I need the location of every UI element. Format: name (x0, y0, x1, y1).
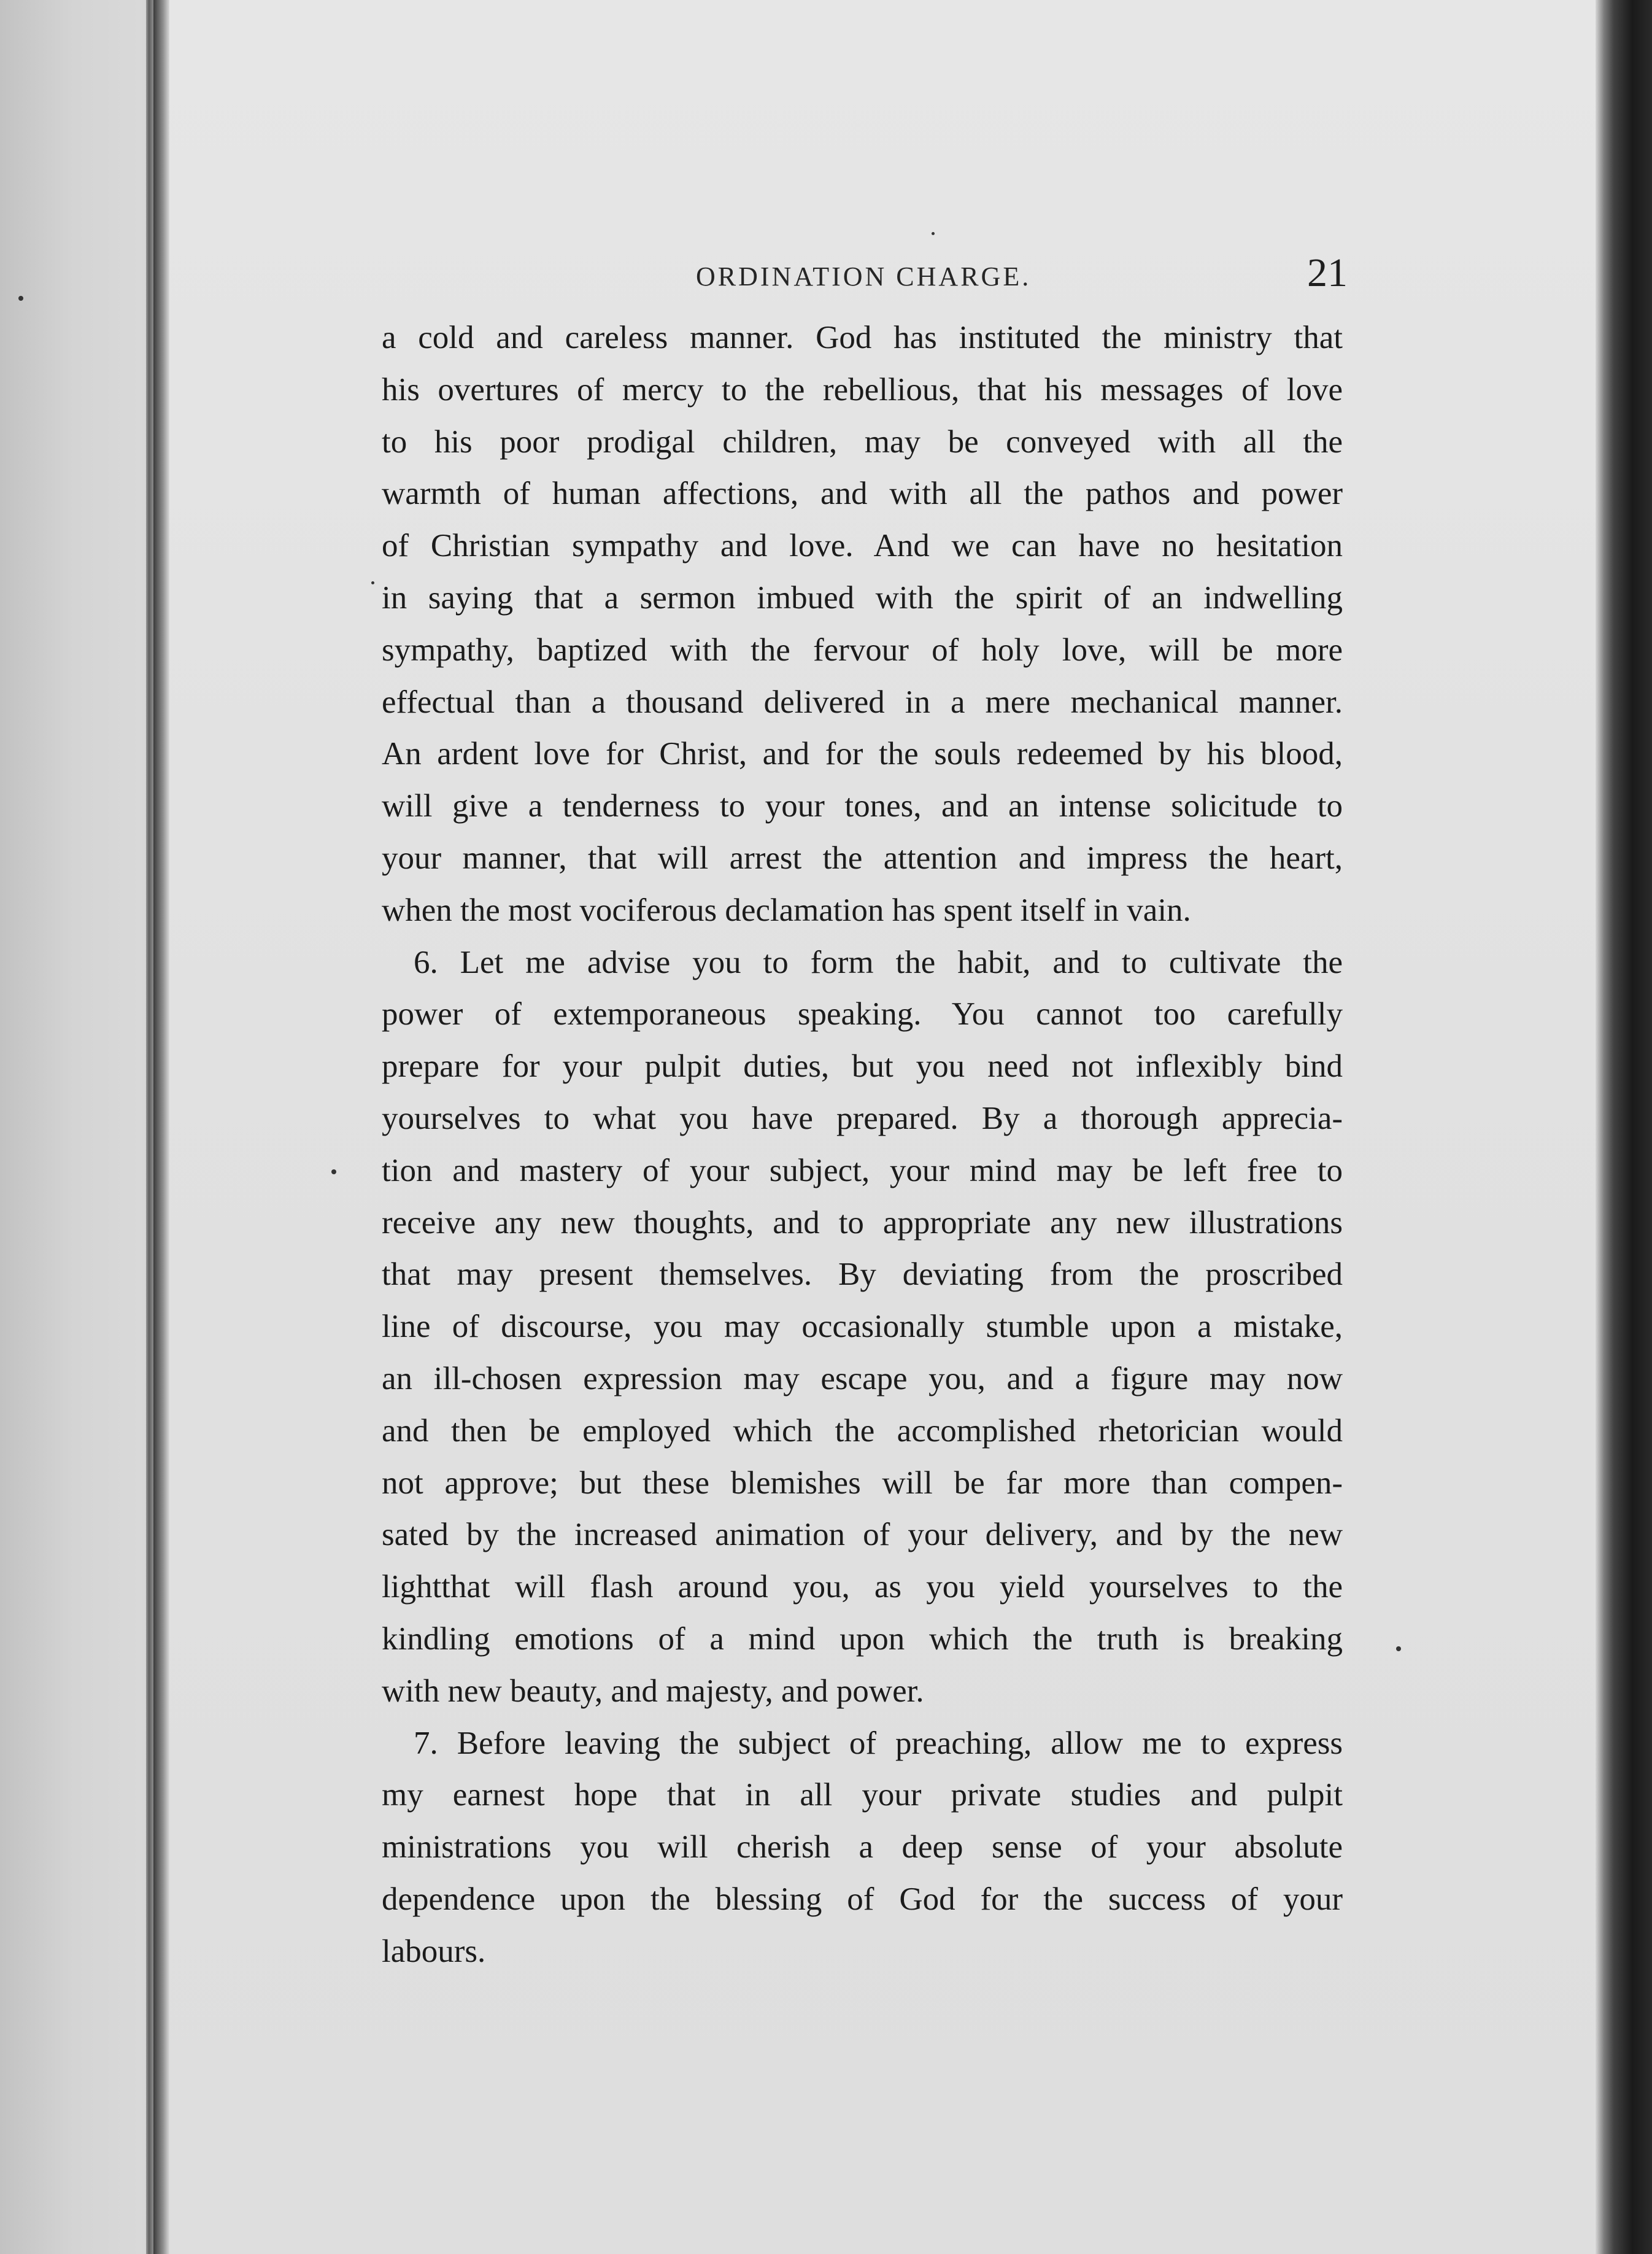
text-line: lightthat will flash around you, as you yield yourselves to the (382, 1569, 1343, 1605)
text-line: sated by the increased animation of your delivery, and by the new (382, 1517, 1343, 1553)
running-head: ORDINATION CHARGE. (696, 261, 1032, 292)
text-line: receive any new thoughts, and to appropriate any new illustrations (382, 1204, 1343, 1241)
text-line: and then be employed which the accomplished rhetorician would (382, 1412, 1343, 1449)
text-line: sympathy, baptized with the fervour of holy love, will be more (382, 632, 1343, 668)
text-line: in saying that a sermon imbued with the spirit of an indwelling (382, 579, 1343, 616)
text-line: labours. (382, 1933, 486, 1969)
text-line: line of discourse, you may occasionally stumble upon a mistake, (382, 1309, 1343, 1345)
text-line: power of extemporaneous speaking. You cannot too carefully (382, 996, 1343, 1032)
body-text (382, 312, 1343, 1978)
page-header (0, 249, 1652, 304)
page-edge-shadow (1596, 0, 1652, 2254)
text-line: to his poor prodigal children, may be conveyed with all the (382, 424, 1343, 460)
ink-speck (371, 581, 374, 584)
paragraph-first-line: 7. Before leaving the subject of preaching, allow me to express (414, 1725, 1343, 1761)
left-page-edge (146, 0, 153, 2254)
text-line: yourselves to what you have prepared. By a thorough apprecia- (382, 1100, 1343, 1136)
paragraph-first-line: 6. Let me advise you to form the habit, and to cultivate the (414, 944, 1343, 980)
ink-speck (331, 1169, 336, 1174)
text-line: not approve; but these blemishes will be far more than compen- (382, 1465, 1343, 1501)
text-line: warmth of human affections, and with all the pathos and power (382, 476, 1343, 512)
text-line: will give a tenderness to your tones, and an intense solicitude to (382, 788, 1343, 824)
text-line: of Christian sympathy and love. And we can have no hesitation (382, 528, 1343, 564)
ink-speck (932, 232, 935, 235)
text-line: tion and mastery of your subject, your mind may be left free to (382, 1152, 1343, 1188)
text-line: when the most vociferous declamation has spent itself in vain. (382, 892, 1191, 928)
text-line: my earnest hope that in all your private studies and pulpit (382, 1777, 1343, 1813)
text-line: that may present themselves. By deviating from the proscribed (382, 1257, 1343, 1293)
text-line: prepare for your pulpit duties, but you need not inflexibly bind (382, 1048, 1343, 1085)
gutter-shadow (153, 0, 169, 2254)
text-line: his overtures of mercy to the rebellious, that his messages of love (382, 371, 1343, 408)
text-line: ministrations you will cherish a deep sense of your absolute (382, 1829, 1343, 1865)
text-line: with new beauty, and majesty, and power. (382, 1673, 924, 1709)
text-line: effectual than a thousand delivered in a mere mechanical manner. (382, 684, 1343, 720)
text-line: a cold and careless manner. God has instituted the ministry that (382, 320, 1343, 355)
text-line: an ill-chosen expression may escape you, and a figure may now (382, 1360, 1343, 1396)
text-line: dependence upon the blessing of God for the success of your (382, 1881, 1343, 1917)
text-line: An ardent love for Christ, and for the souls redeemed by his blood, (382, 736, 1343, 772)
text-line: your manner, that will arrest the attention and impress the heart, (382, 840, 1343, 876)
text-line: kindling emotions of a mind upon which the truth is breaking (382, 1621, 1343, 1657)
page-number: 21 (1307, 250, 1348, 295)
ink-speck (1396, 1646, 1401, 1651)
